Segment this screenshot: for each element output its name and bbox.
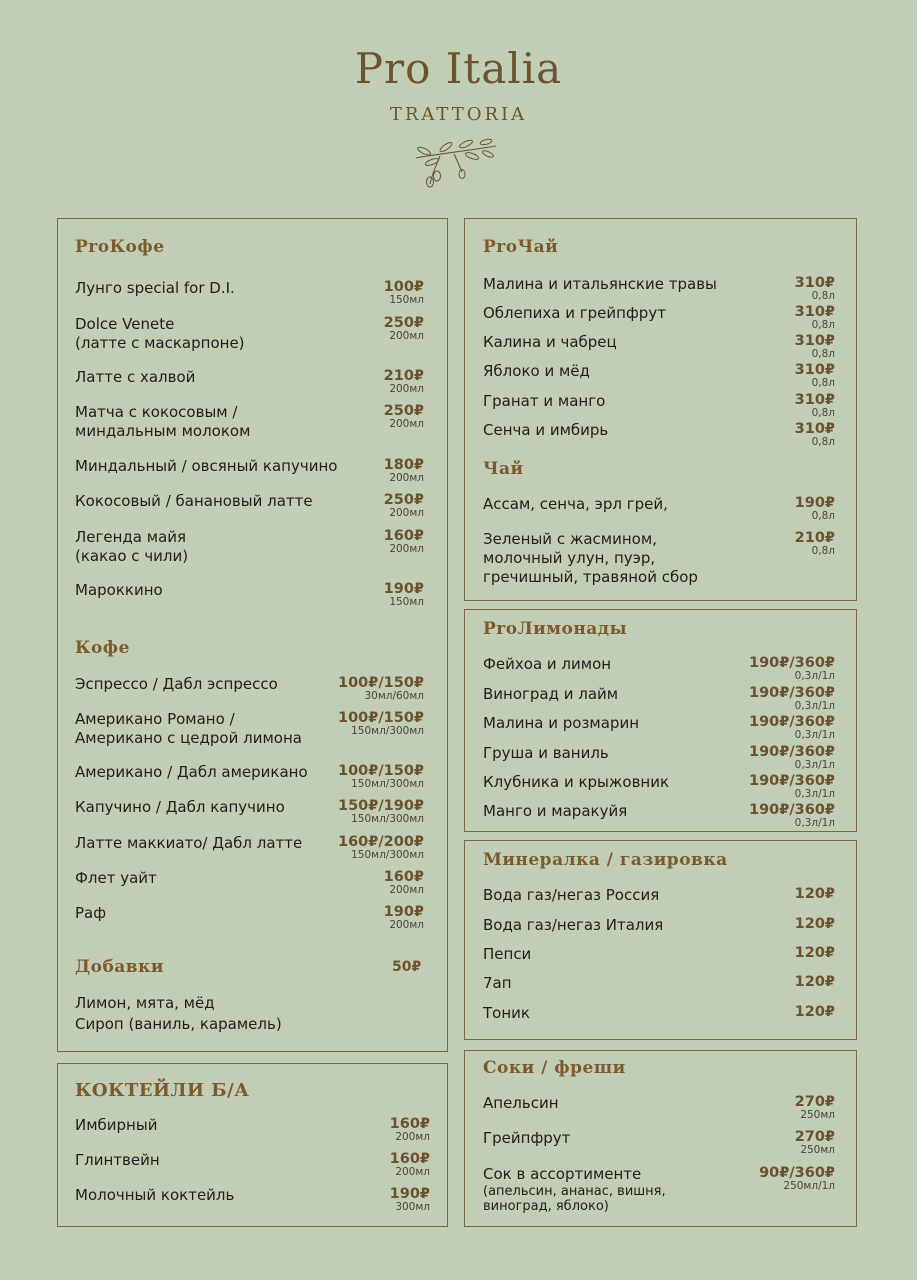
menu-item-title: Облепиха и грейпфрут [483,304,666,322]
menu-item-price: 310₽ [794,421,835,437]
menu-item-name [75,1151,160,1170]
menu-item-price: 190₽ [383,904,424,920]
menu-item-title: Тоник [483,1004,530,1022]
menu-item-price: 160₽ [389,1116,430,1132]
menu-item-price: 210₽ [794,530,835,546]
menu-item-volume: 200мл [389,919,424,931]
menu-item-price: 310₽ [794,333,835,349]
menu-item-volume: 150мл/300мл [351,849,424,861]
menu-item-volume: 0,8л [811,510,835,522]
menu-item-name [75,368,195,387]
menu-item-title: Миндальный / овсяный капучино [75,457,338,475]
menu-item-volume: 250мл [800,1144,835,1156]
menu-item [75,1186,430,1226]
menu-item-price: 120₽ [794,916,835,932]
menu-item-price: 190₽/360₽ [748,685,835,701]
menu-item-name [75,710,302,748]
menu-item-title: Фейхоа и лимон [483,655,612,673]
menu-item-volume: 30мл/60мл [364,690,424,702]
brand-subtitle: TRATTORIA [389,104,528,125]
menu-item-title: Легенда майя [75,528,187,546]
menu-item-name [483,974,512,993]
menu-item-name [483,945,531,964]
menu-item-price: 190₽ [383,581,424,597]
menu-item [75,763,424,803]
menu-item [483,802,835,842]
menu-item-title: Вода газ/негаз Россия [483,886,660,904]
menu-item-title: Малина и итальянские травы [483,275,717,293]
menu-item-title: 7ап [483,974,512,992]
menu-item-title: Американо / Дабл американо [75,763,308,781]
menu-item-volume: 200мл [389,330,424,342]
menu-item-name [483,916,663,935]
menu-item-volume: 0,8л [811,319,835,331]
menu-item [75,869,424,909]
menu-item-price: 120₽ [794,974,835,990]
menu-item-title: Калина и чабрец [483,333,617,351]
menu-item-price: 150₽/190₽ [337,798,424,814]
menu-item [483,495,835,535]
menu-item-price: 210₽ [383,368,424,384]
menu-item-title: Малина и розмарин [483,714,640,732]
menu-item-volume: 150мл [389,596,424,608]
menu-item [75,279,424,319]
menu-item-name [75,1116,157,1135]
section-title-prokofe: ProКофе [75,237,165,257]
menu-item-title: Яблоко и мёд [483,362,590,380]
menu-item-note: молочный улун, пуэр, [483,549,656,567]
menu-item-title: Лунго special for D.I. [75,279,235,297]
menu-item [75,368,424,408]
menu-item-volume: 200мл [395,1166,430,1178]
menu-item-price: 120₽ [794,1004,835,1020]
menu-item-price: 90₽/360₽ [759,1165,835,1181]
menu-item-name [483,714,639,733]
menu-item-volume: 150мл [389,294,424,306]
menu-item-price: 190₽/360₽ [748,655,835,671]
menu-item-volume: 0,3л/1л [794,700,835,712]
menu-item-price: 310₽ [794,362,835,378]
menu-item [75,403,424,443]
dobavki-line: Сироп (ваниль, карамель) [75,1015,282,1033]
section-title-mineral: Минералка / газировка [483,850,728,870]
menu-item-name [75,798,285,817]
menu-item-price: 100₽/150₽ [337,675,424,691]
menu-item-volume: 0,8л [811,407,835,419]
menu-item-price: 190₽/360₽ [748,802,835,818]
menu-item-note: (апельсин, ананас, вишня, [483,1184,666,1199]
menu-item-title: Американо Романо / [75,710,235,728]
menu-item-price: 270₽ [794,1129,835,1145]
menu-item-title: Флет уайт [75,869,157,887]
menu-item-name [483,802,627,821]
menu-item-title: Манго и маракуйя [483,802,628,820]
menu-item [483,1165,835,1214]
menu-item [75,1151,430,1191]
menu-item-title: Раф [75,904,107,922]
dobavki-line: Лимон, мята, мёд [75,994,215,1012]
menu-item-volume: 200мл [389,383,424,395]
menu-item-price: 120₽ [794,886,835,902]
menu-item-name [483,886,659,905]
menu-item-name [75,279,235,298]
section-title-dobavki: Добавки [75,957,165,977]
menu-item-name [483,1165,666,1214]
menu-item-volume: 200мл [389,884,424,896]
menu-item-name [75,1186,234,1205]
menu-item-title: Dolce Venete [75,315,175,333]
menu-item-name [483,275,717,294]
menu-item-title: Сенча и имбирь [483,421,609,439]
menu-item-title: Грейпфрут [483,1129,571,1147]
menu-item-name [483,1004,530,1023]
menu-item-title: Пепси [483,945,532,963]
menu-item-name [75,581,163,600]
menu-item-title: Груша и ваниль [483,744,609,762]
menu-item-name [483,655,611,674]
menu-item-volume: 0,8л [811,436,835,448]
menu-item-name [483,773,669,792]
menu-item-price: 250₽ [383,315,424,331]
section-title-juices: Соки / фреши [483,1058,626,1078]
menu-item-price: 100₽/150₽ [337,710,424,726]
menu-item [75,798,424,838]
menu-item-name [75,763,308,782]
menu-item-volume: 0,3л/1л [794,670,835,682]
menu-item-price: 270₽ [794,1094,835,1110]
menu-item-title: Клубника и крыжовник [483,773,670,791]
menu-item-volume: 0,8л [811,290,835,302]
menu-item-name [483,1094,559,1113]
dobavki-price: 50₽ [392,959,422,975]
menu-item-name [75,403,250,441]
menu-item-volume: 0,3л/1л [794,759,835,771]
section-title-kofe: Кофе [75,638,130,658]
menu-item-volume: 0,8л [811,348,835,360]
menu-item [75,675,424,715]
menu-item-price: 160₽/200₽ [337,834,424,850]
menu-item [75,710,424,750]
menu-item-name [75,834,302,853]
menu-item-title: Виноград и лайм [483,685,619,703]
menu-item [75,904,424,944]
menu-item [483,1129,835,1169]
menu-item-title: Ассам, сенча, эрл грей, [483,495,668,513]
menu-item-price: 120₽ [794,945,835,961]
menu-item-name [483,421,608,440]
menu-item [483,1004,835,1044]
menu-item-name [483,392,605,411]
menu-item-title: Мароккино [75,581,163,599]
menu-item-name [75,457,337,476]
menu-item [75,315,424,355]
menu-item-price: 180₽ [383,457,424,473]
menu-item-name [75,528,188,566]
section-title-chai: Чай [483,459,524,479]
menu-item-name [483,304,666,323]
menu-item-note: (латте с маскарпоне) [75,334,245,352]
menu-item-volume: 200мл [389,507,424,519]
menu-item-volume: 0,8л [811,545,835,557]
menu-item-name [75,869,157,888]
menu-item-volume: 200мл [395,1131,430,1143]
menu-item-name [75,492,313,511]
menu-item-price: 160₽ [389,1151,430,1167]
menu-item [75,834,424,874]
menu-item-volume: 200мл [389,543,424,555]
menu-item-volume: 150мл/300мл [351,725,424,737]
menu-item-volume: 200мл [389,472,424,484]
menu-item-price: 190₽/360₽ [748,714,835,730]
menu-item-name [483,495,668,514]
menu-item-title: Капучино / Дабл капучино [75,798,285,816]
menu-item-name [75,675,278,694]
menu-item-volume: 0,3л/1л [794,817,835,829]
menu-item-name [75,904,106,923]
menu-item-price: 160₽ [383,528,424,544]
menu-item-volume: 0,3л/1л [794,788,835,800]
menu-item [75,528,424,568]
menu-item-title: Вода газ/негаз Италия [483,916,664,934]
menu-item-title: Сок в ассортименте [483,1165,642,1183]
menu-item-title: Глинтвейн [75,1151,160,1169]
menu-item-name [483,530,698,587]
menu-item-name [483,362,590,381]
menu-item-price: 250₽ [383,403,424,419]
menu-item-title: Кокосовый / банановый латте [75,492,313,510]
menu-item-note: (какао с чили) [75,547,189,565]
menu-item-note: гречишный, травяной сбор [483,568,698,586]
menu-item-volume: 150мл/300мл [351,813,424,825]
menu-item [75,492,424,532]
menu-item [75,457,424,497]
menu-item-title: Латте с халвой [75,368,196,386]
section-title-cocktails: КОКТЕЙЛИ Б/А [75,1080,250,1101]
menu-item-title: Молочный коктейль [75,1186,235,1204]
menu-item-title: Апельсин [483,1094,559,1112]
menu-item-price: 100₽/150₽ [337,763,424,779]
menu-item-title: Имбирный [75,1116,158,1134]
menu-item-name [483,1129,570,1148]
menu-item-price: 190₽/360₽ [748,773,835,789]
menu-item-title: Эспрессо / Дабл эспрессо [75,675,278,693]
menu-item-price: 310₽ [794,304,835,320]
menu-item [483,530,835,586]
menu-item-price: 190₽ [389,1186,430,1202]
olive-branch-icon [410,132,502,192]
menu-item-volume: 0,8л [811,377,835,389]
section-title-prochai: ProЧай [483,237,559,257]
menu-item [75,581,424,621]
menu-item-volume: 150мл/300мл [351,778,424,790]
menu-item-note: Американо с цедрой лимона [75,729,302,747]
menu-item-name [75,315,245,353]
section-title-lemonades: ProЛимонады [483,619,628,639]
menu-item [483,421,835,461]
menu-item-price: 310₽ [794,392,835,408]
menu-item-volume: 300мл [395,1201,430,1213]
menu-item-price: 190₽/360₽ [748,744,835,760]
menu-item-volume: 250мл/1л [783,1180,835,1192]
brand-title: Pro Italia [354,44,563,93]
menu-item-name [483,333,617,352]
menu-item-volume: 200мл [389,418,424,430]
menu-item-volume: 0,3л/1л [794,729,835,741]
menu-item-title: Матча с кокосовым / [75,403,238,421]
menu-item-title: Латте маккиато/ Дабл латте [75,834,303,852]
menu-item-title: Гранат и манго [483,392,606,410]
menu-item-volume: 250мл [800,1109,835,1121]
menu-item-title: Зеленый с жасмином, [483,530,657,548]
menu-item-note: миндальным молоком [75,422,251,440]
menu-item [483,1094,835,1134]
menu-item-name [483,685,618,704]
menu-item-name [483,744,609,763]
menu-item-price: 310₽ [794,275,835,291]
menu-item-price: 250₽ [383,492,424,508]
menu-item-price: 160₽ [383,869,424,885]
menu-item [75,1116,430,1156]
menu-item-price: 190₽ [794,495,835,511]
menu-item-price: 100₽ [383,279,424,295]
menu-item-note: виноград, яблоко) [483,1199,609,1214]
